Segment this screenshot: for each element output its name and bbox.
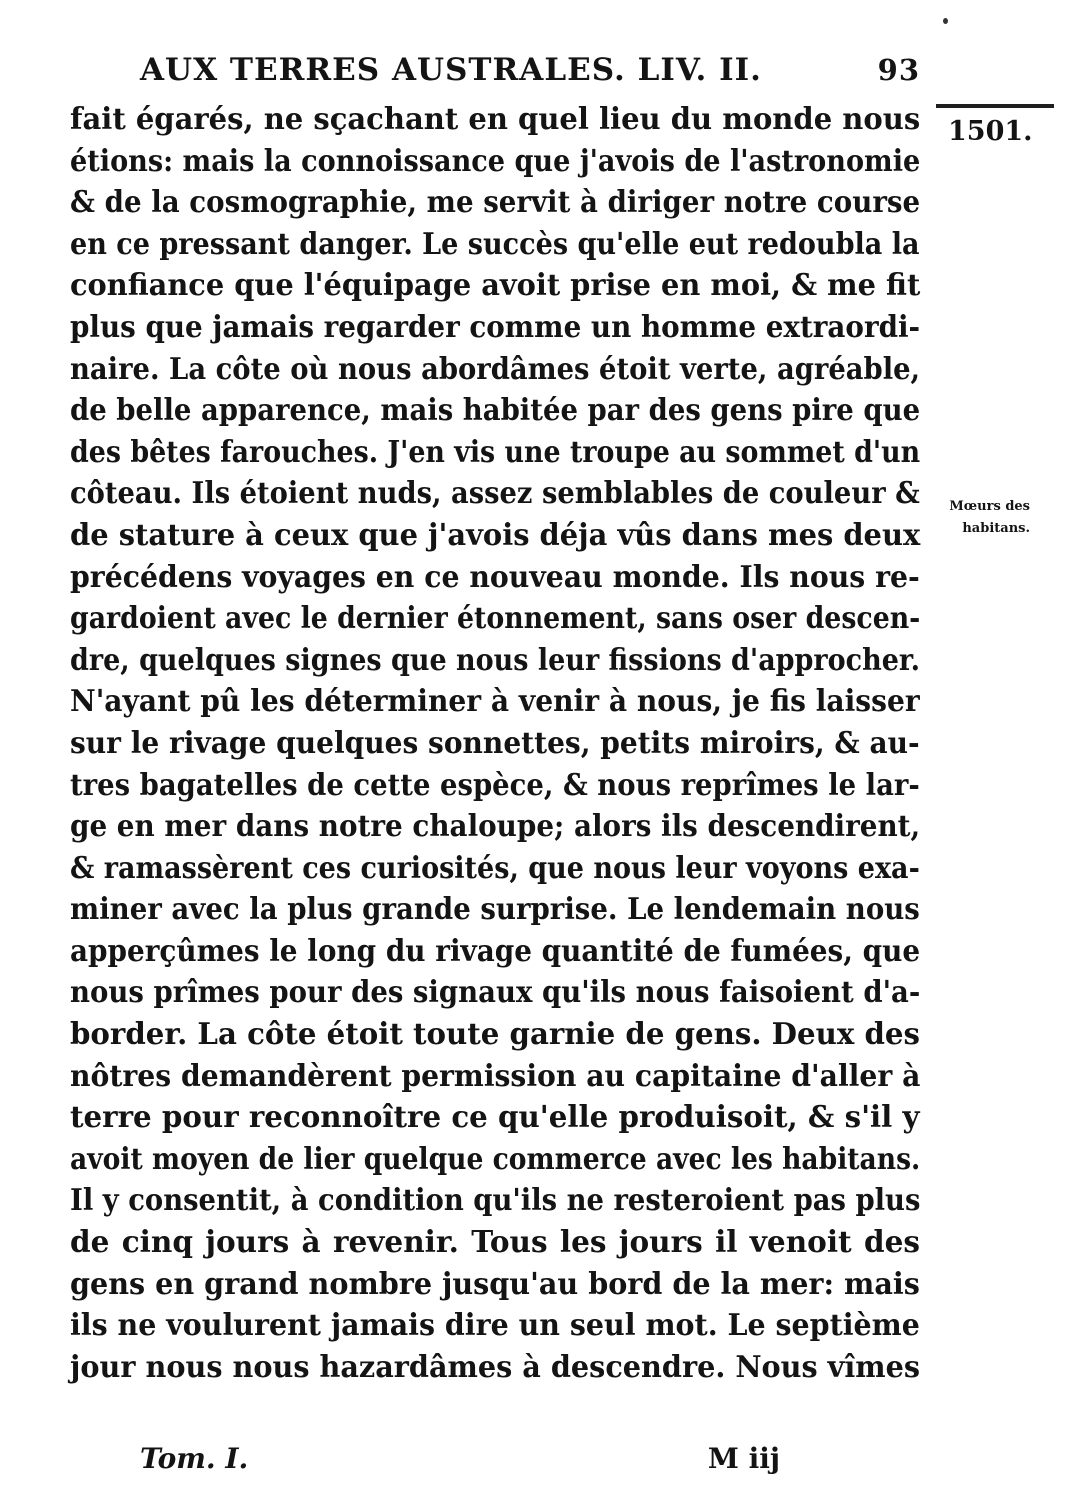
text-line: de stature à ceux que j'avois déja vûs dans mes deux: [70, 516, 921, 552]
text-line: apperçûmes le long du rivage quantité de fumées, que: [70, 932, 921, 968]
text-line: miner avec la plus grande surprise. Le lendemain nous: [70, 891, 920, 927]
text-line: ge en mer dans notre chaloupe; alors ils descendirent,: [70, 808, 921, 844]
text-line: nôtres demandèrent permission au capitaine d'aller à: [70, 1057, 921, 1093]
text-line: de cinq jours à revenir. Tous les jours il venoit des: [70, 1224, 920, 1260]
running-head-title: AUX TERRES AUSTRALES. LIV. II.: [140, 52, 762, 88]
margin-year: 1501.: [948, 116, 1033, 147]
text-line: gardoient avec le dernier étonnement, sans oser descen-: [70, 600, 921, 636]
running-head: [140, 48, 920, 92]
margin-note-line: Mœurs des: [949, 499, 1030, 514]
text-line: & de la cosmographie, me servit à diriger notre course: [70, 184, 921, 220]
text-line: confiance que l'équipage avoit prise en moi, & me fit: [70, 267, 921, 303]
text-line: précédens voyages en ce nouveau monde. Ils nous re-: [70, 558, 920, 594]
volume-label: Tom. I.: [140, 1441, 249, 1475]
text-line: des bêtes farouches. J'en vis une troupe au sommet d'un: [70, 433, 921, 469]
text-line: en ce pressant danger. Le succès qu'elle eut redoubla la: [70, 225, 920, 261]
body-text: [70, 98, 920, 1387]
text-line: dre, quelques signes que nous leur fissions d'approcher.: [70, 641, 921, 677]
text-line: N'ayant pû les déterminer à venir à nous, je fis laisser: [70, 683, 920, 719]
text-line: nous prîmes pour des signaux qu'ils nous faisoient d'a-: [70, 974, 921, 1010]
text-line: terre pour reconnoître ce qu'elle produisoit, & s'il y: [70, 1099, 920, 1135]
text-line: naire. La côte où nous abordâmes étoit verte, agréable,: [70, 350, 921, 386]
page-footer: [140, 1438, 780, 1478]
text-line: border. La côte étoit toute garnie de gens. Deux des: [70, 1016, 920, 1052]
margin-rule: [936, 104, 1054, 108]
margin-note: [930, 496, 1030, 540]
text-line: sur le rivage quelques sonnettes, petits miroirs, & au-: [70, 724, 920, 760]
text-line: étions: mais la connoissance que j'avois de l'astronomie: [70, 142, 921, 178]
text-line: plus que jamais regarder comme un homme extraordi-: [70, 308, 921, 344]
text-line: ils ne voulurent jamais dire un seul mot. Le septième: [70, 1307, 920, 1343]
text-line: de belle apparence, mais habitée par des gens pire que: [70, 392, 921, 428]
margin-note-line: habitans.: [962, 521, 1030, 536]
text-line: Il y consentit, à condition qu'ils ne resteroient pas plus: [70, 1182, 921, 1218]
text-line: côteau. Ils étoient nuds, assez semblables de couleur &: [70, 475, 920, 511]
page-number: 93: [877, 53, 920, 87]
text-line: tres bagatelles de cette espèce, & nous reprîmes le lar-: [70, 766, 920, 802]
signature-mark: M iij: [707, 1441, 780, 1475]
text-line: gens en grand nombre jusqu'au bord de la mer: mais: [70, 1265, 920, 1301]
ink-speck: [943, 18, 948, 24]
text-line: jour nous nous hazardâmes à descendre. Nous vîmes: [70, 1348, 921, 1384]
text-line: avoit moyen de lier quelque commerce avec les habitans.: [70, 1140, 921, 1176]
text-line: fait égarés, ne sçachant en quel lieu du monde nous: [70, 101, 921, 136]
text-line: & ramassèrent ces curiosités, que nous leur voyons exa-: [70, 849, 920, 885]
